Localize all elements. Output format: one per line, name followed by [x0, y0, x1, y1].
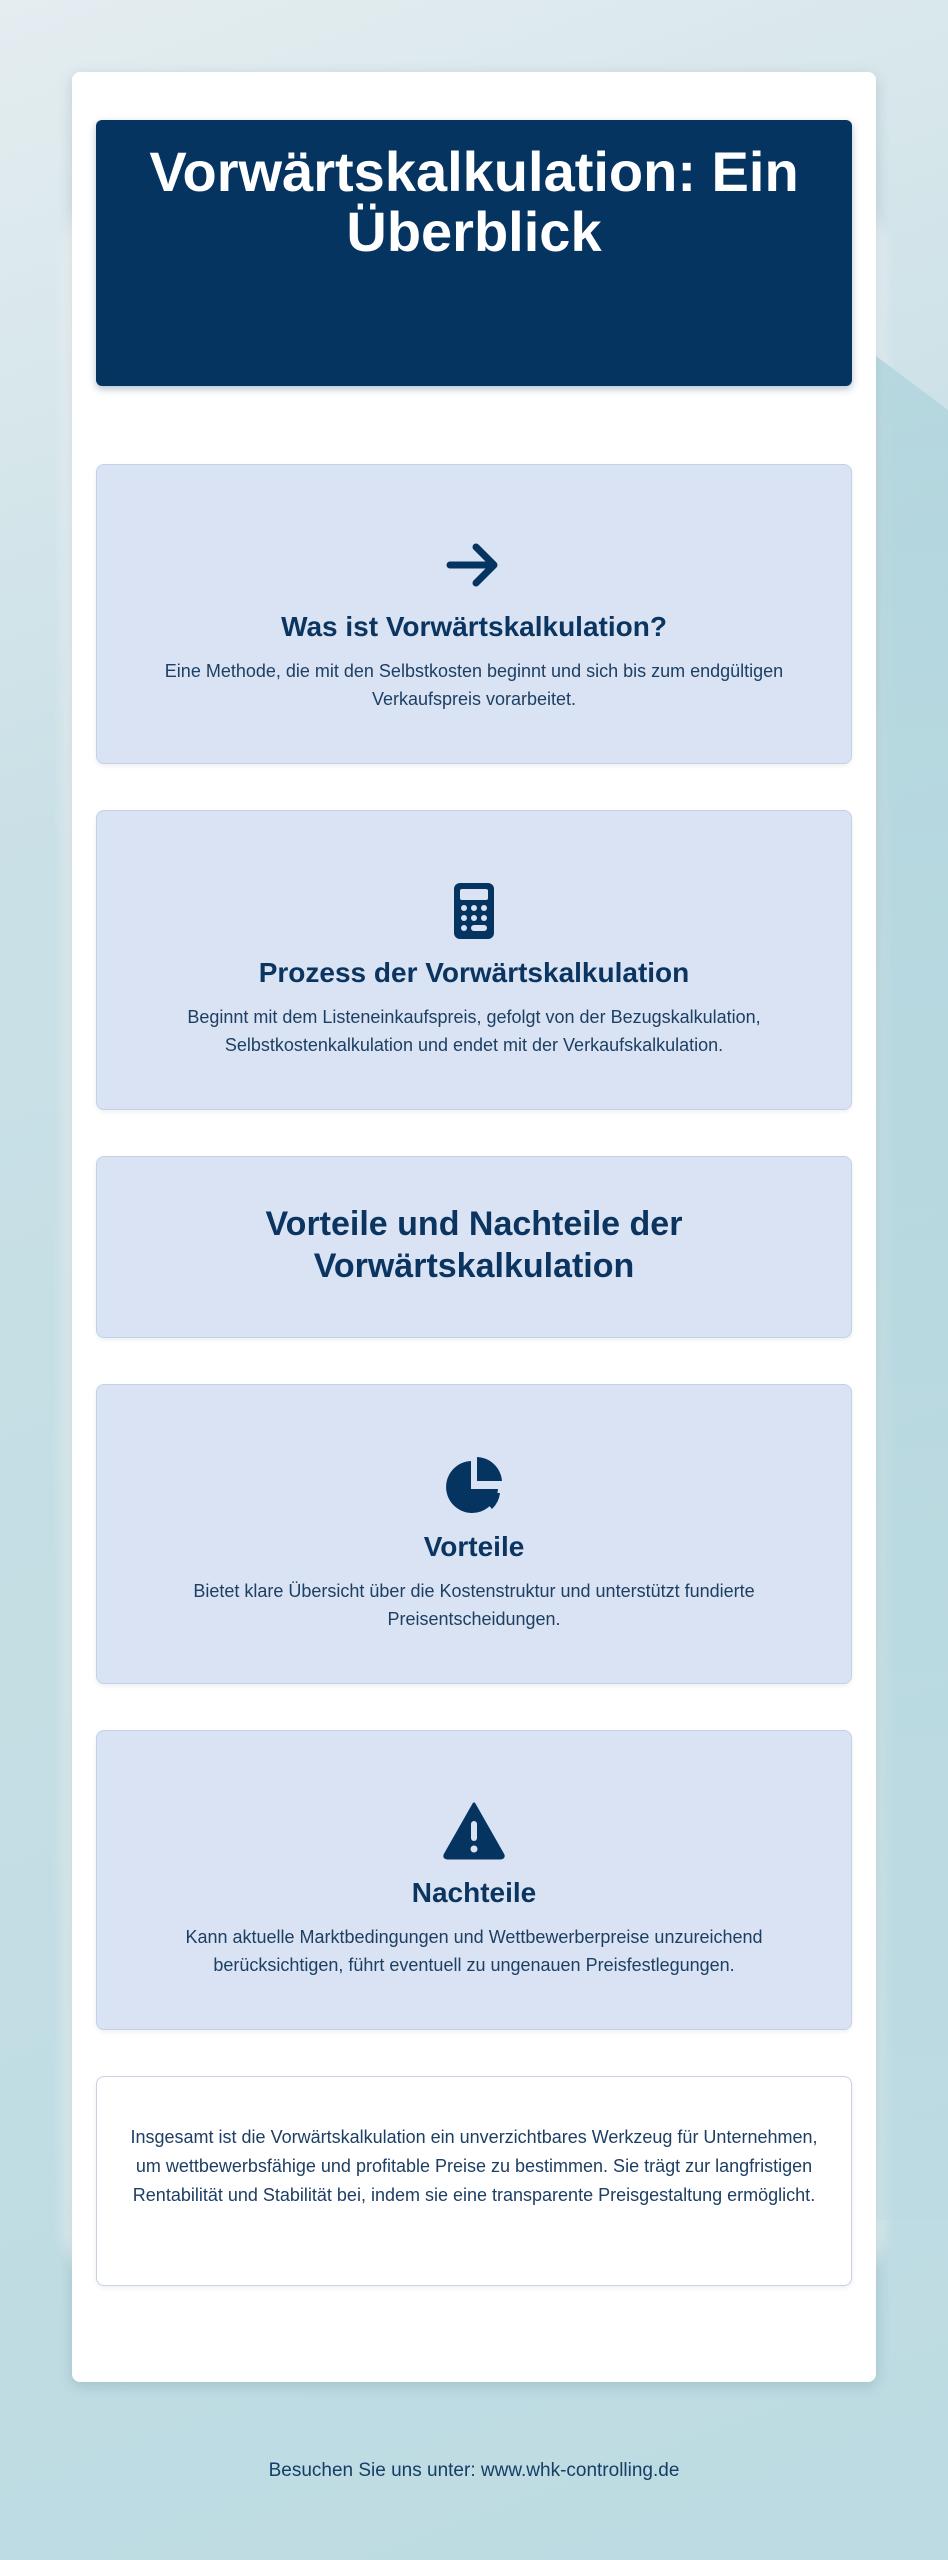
main-container — [72, 72, 876, 2382]
card-heading: Nachteile — [411, 1877, 537, 1908]
card-text: Bietet klare Übersicht über die Kostenstruktur und unterstützt fundierte Preisentscheidungen. — [193, 1581, 755, 1629]
card-heading: Prozess der Vorwärtskalkulation — [258, 957, 690, 988]
summary-box — [96, 2076, 852, 2286]
warning-icon — [442, 1799, 506, 1863]
page-title: Vorwärtskalkulation: Ein Überblick — [149, 140, 799, 263]
card-heading: Was ist Vorwärtskalkulation? — [281, 611, 667, 642]
pie-chart-icon — [442, 1453, 506, 1517]
card-disadvantages — [96, 1730, 852, 2030]
title-banner — [96, 120, 852, 386]
section-heading: Vorteile und Nachteile der Vorwärtskalkulation — [265, 1205, 683, 1285]
calculator-icon — [442, 879, 506, 943]
footer-text: Besuchen Sie uns unter: www.whk-controlling.de — [268, 2460, 680, 2481]
card-text: Kann aktuelle Marktbedingungen und Wettbewerberpreise unzureichend berücksichtigen, führt eventuell zu ungenauen Preisfestlegungen. — [185, 1927, 763, 1975]
card-text: Beginnt mit dem Listeneinkaufspreis, gefolgt von der Bezugskalkulation, Selbstkostenkalkulation und endet mit der Verkaufskalkulation. — [187, 1007, 761, 1055]
card-pros-cons-heading — [96, 1156, 852, 1338]
card-advantages — [96, 1384, 852, 1684]
card-process — [96, 810, 852, 1110]
card-heading: Vorteile — [423, 1531, 525, 1562]
summary-text: Insgesamt ist die Vorwärtskalkulation ein unverzichtbares Werkzeug für Unternehmen, um wettbewerbsfähige und profitable Preise zu bestimmen. Sie trägt zur langfristigen Rentabilität und Stabilität bei, indem sie eine transparente Preisgestaltung ermöglicht. — [130, 2127, 818, 2205]
card-what-is — [96, 464, 852, 764]
arrow-right-icon — [442, 533, 506, 597]
card-text: Eine Methode, die mit den Selbstkosten beginnt und sich bis zum endgültigen Verkaufspreis vorarbeitet. — [164, 661, 784, 709]
